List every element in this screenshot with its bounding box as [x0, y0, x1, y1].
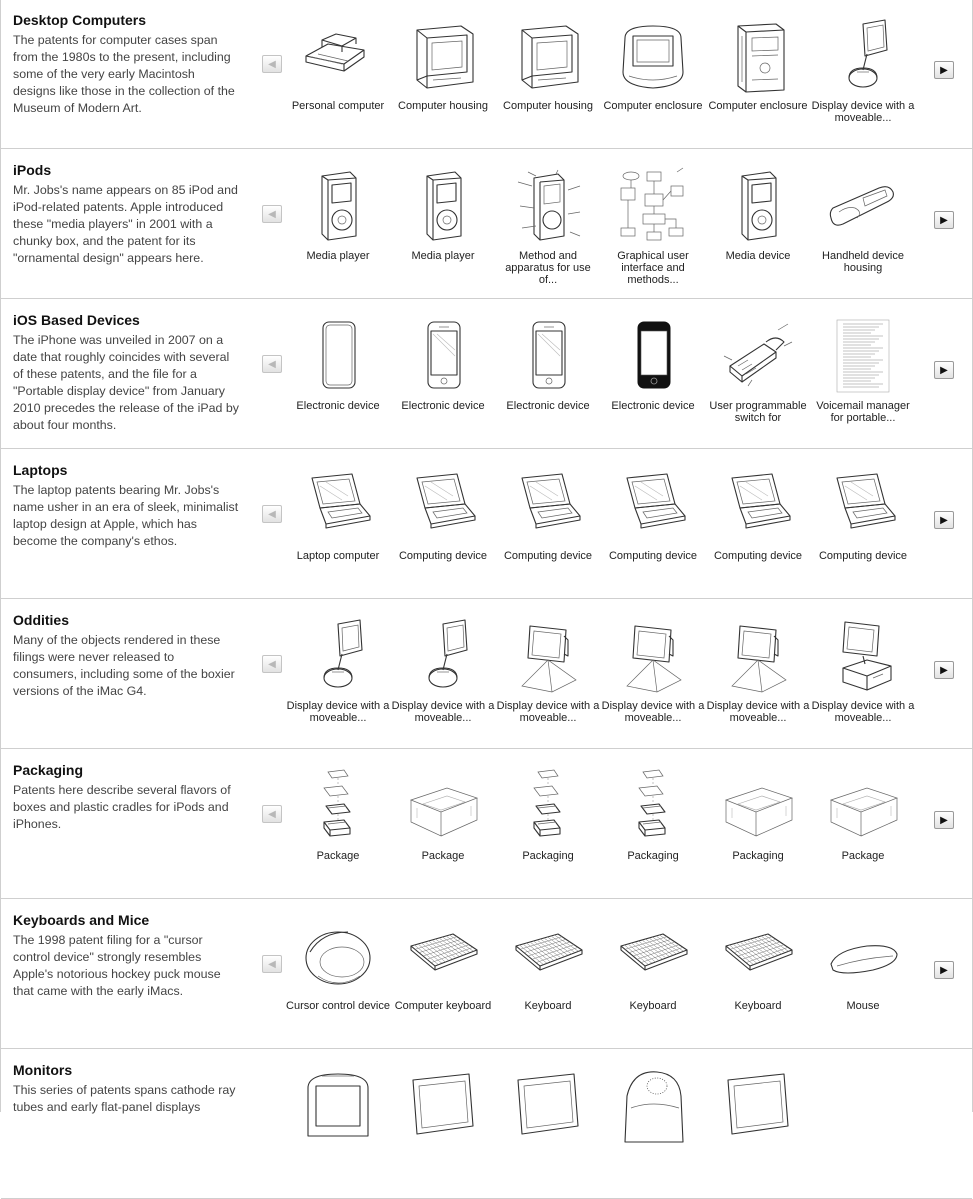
patent-item[interactable]	[706, 166, 810, 290]
patent-thumbnail[interactable]	[613, 766, 693, 848]
left-arrow-icon: ◀	[268, 508, 276, 520]
patent-caption[interactable]: Method and apparatus for use of...	[505, 250, 591, 286]
patent-caption[interactable]: Electronic device	[611, 400, 695, 412]
patent-caption[interactable]: Cursor control device	[286, 1000, 390, 1012]
desktop-computer-icon	[298, 16, 378, 98]
patent-item[interactable]	[706, 466, 810, 590]
patent-item[interactable]	[601, 916, 705, 1040]
patent-item[interactable]	[286, 466, 390, 590]
patent-thumbnail[interactable]	[823, 316, 903, 398]
lamp-display-icon	[403, 616, 483, 698]
flat-monitor-icon	[403, 1066, 483, 1148]
section-title: Packaging	[13, 762, 84, 778]
patent-caption[interactable]: User programmable switch for	[709, 400, 807, 424]
patent-caption[interactable]: Media player	[411, 250, 475, 262]
patent-caption[interactable]: Package	[316, 850, 360, 862]
patent-thumbnail[interactable]	[823, 16, 903, 98]
category-section	[1, 0, 972, 149]
patent-item[interactable]	[601, 166, 705, 290]
patent-caption[interactable]: Display device with a moveable...	[811, 700, 915, 724]
section-title: Laptops	[13, 462, 68, 478]
patent-thumbnail[interactable]	[508, 166, 588, 248]
patent-caption[interactable]: Display device with a moveable...	[391, 700, 495, 724]
patent-caption[interactable]: Display device with a moveable...	[286, 700, 390, 724]
patent-item[interactable]	[391, 1066, 495, 1190]
patent-item[interactable]	[601, 1066, 705, 1190]
pyramid-display-icon	[508, 616, 588, 698]
patent-item[interactable]	[601, 616, 705, 740]
category-section	[1, 750, 972, 899]
patent-thumbnail[interactable]	[718, 916, 798, 998]
section-title: Monitors	[13, 1062, 73, 1078]
patent-thumbnail[interactable]	[403, 1066, 483, 1148]
patent-caption[interactable]: Electronic device	[296, 400, 380, 412]
section-title: Oddities	[13, 612, 70, 628]
pyramid-display-icon	[718, 616, 798, 698]
patent-thumbnail[interactable]	[403, 166, 483, 248]
patent-thumbnail[interactable]	[403, 766, 483, 848]
laptop-icon	[718, 466, 798, 548]
patent-item[interactable]	[391, 316, 495, 440]
patent-thumbnail[interactable]	[613, 316, 693, 398]
package-box-icon	[823, 766, 903, 848]
patent-thumbnail[interactable]	[403, 916, 483, 998]
right-arrow-icon: ▶	[940, 64, 948, 76]
flat-monitor-icon	[508, 1066, 588, 1148]
patent-item[interactable]	[811, 766, 915, 890]
patent-item[interactable]	[811, 316, 915, 440]
patent-caption[interactable]: Package	[841, 850, 885, 862]
emac-monitor-icon	[613, 1066, 693, 1148]
patent-caption[interactable]: Display device with a moveable...	[811, 100, 915, 124]
patent-thumbnail[interactable]	[613, 916, 693, 998]
patent-item[interactable]	[286, 166, 390, 290]
left-arrow-icon: ◀	[268, 808, 276, 820]
category-section	[1, 1050, 972, 1199]
package-box-icon	[718, 766, 798, 848]
ipod-icon	[718, 166, 798, 248]
exploded-package-icon	[508, 766, 588, 848]
patent-caption[interactable]: Computer keyboard	[394, 1000, 492, 1012]
carousel-prev-button[interactable]	[262, 505, 282, 523]
patent-item[interactable]	[496, 1066, 600, 1190]
patent-caption[interactable]: Computing device	[398, 550, 488, 562]
section-description: The iPhone was unveiled in 2007 on a date that roughly coincides with several of these patents, and the file for a "Portable display device" from January 2010 precedes the release of the iPad by about four months.	[13, 333, 239, 432]
tower-enclosure-icon	[718, 16, 798, 98]
lamp-display-icon	[298, 616, 378, 698]
patent-thumbnail[interactable]	[508, 616, 588, 698]
ipod-icon	[298, 166, 378, 248]
patent-thumbnail[interactable]	[298, 466, 378, 548]
patent-caption[interactable]: Mouse	[846, 1000, 880, 1012]
patent-item[interactable]	[496, 466, 600, 590]
section-description: This series of patents spans cathode ray tubes and early flat-panel displays	[13, 1083, 236, 1114]
patent-item[interactable]	[286, 1066, 390, 1190]
right-arrow-icon: ▶	[940, 664, 948, 676]
patent-item[interactable]	[706, 316, 810, 440]
patent-caption[interactable]: Electronic device	[401, 400, 485, 412]
patent-thumbnail[interactable]	[823, 466, 903, 548]
ipod-icon	[403, 166, 483, 248]
package-box-icon	[403, 766, 483, 848]
patent-item[interactable]	[706, 16, 810, 140]
section-title: iPods	[13, 162, 52, 178]
pyramid-display-icon	[613, 616, 693, 698]
carousel-next-button[interactable]	[934, 961, 954, 979]
section-description: The 1998 patent filing for a "cursor control device" strongly resembles Apple's notorious hockey puck mouse that came with the early iMacs.	[13, 933, 221, 998]
document-text-icon	[823, 316, 903, 398]
section-description: Patents here describe several flavors of boxes and plastic cradles for iPods and iPhones.	[13, 783, 231, 831]
right-arrow-icon: ▶	[940, 964, 948, 976]
carousel-prev-button[interactable]	[262, 355, 282, 373]
left-arrow-icon: ◀	[268, 658, 276, 670]
patent-item[interactable]	[811, 166, 915, 290]
patent-thumbnail[interactable]	[508, 766, 588, 848]
section-title: Desktop Computers	[13, 12, 147, 28]
patent-thumbnail[interactable]	[508, 1066, 588, 1148]
exploded-package-icon	[613, 766, 693, 848]
category-section	[1, 300, 972, 449]
patent-caption[interactable]: Laptop computer	[296, 550, 380, 562]
keyboard-icon	[403, 916, 483, 998]
carousel-prev-button[interactable]	[262, 655, 282, 673]
patent-caption[interactable]: Computer enclosure	[603, 100, 703, 112]
patent-caption[interactable]: Computer enclosure	[708, 100, 808, 112]
patent-item[interactable]	[811, 616, 915, 740]
patent-thumbnail[interactable]	[403, 316, 483, 398]
patent-item[interactable]	[496, 16, 600, 140]
laptop-icon	[298, 466, 378, 548]
patent-thumbnail[interactable]	[508, 916, 588, 998]
category-section	[1, 450, 972, 599]
patent-item[interactable]	[811, 16, 915, 140]
category-section	[1, 150, 972, 299]
patent-caption[interactable]: Display device with a moveable...	[496, 700, 600, 724]
patent-caption[interactable]: Keyboard	[629, 1000, 677, 1012]
patent-item[interactable]	[496, 766, 600, 890]
patent-thumbnail[interactable]	[718, 1066, 798, 1148]
carousel-next-button[interactable]	[934, 661, 954, 679]
patent-item[interactable]	[286, 766, 390, 890]
patent-thumbnail[interactable]	[718, 166, 798, 248]
patent-caption[interactable]: Electronic device	[506, 400, 590, 412]
laptop-icon	[508, 466, 588, 548]
computer-housing-icon	[403, 16, 483, 98]
patent-thumbnail[interactable]	[298, 166, 378, 248]
right-arrow-icon: ▶	[940, 514, 948, 526]
patent-caption[interactable]: Display device with a moveable...	[706, 700, 810, 724]
patent-caption[interactable]: Computer housing	[503, 100, 593, 112]
carousel-prev-button[interactable]	[262, 805, 282, 823]
patent-item[interactable]	[391, 766, 495, 890]
imac-enclosure-icon	[613, 16, 693, 98]
patent-caption[interactable]: Computing device	[713, 550, 803, 562]
patent-caption[interactable]: Keyboard	[734, 1000, 782, 1012]
laptop-icon	[613, 466, 693, 548]
patent-item[interactable]	[706, 916, 810, 1040]
patent-caption[interactable]: Keyboard	[524, 1000, 572, 1012]
patent-caption[interactable]: Computing device	[608, 550, 698, 562]
keyboard-icon	[718, 916, 798, 998]
patent-caption[interactable]: Voicemail manager for portable...	[816, 400, 910, 424]
carousel-next-button[interactable]	[934, 61, 954, 79]
section-description: Mr. Jobs's name appears on 85 iPod and iPod-related patents. Apple introduced these "media players" in 2001 with a chunky box, and the patent for its "ornamental design" appears here.	[13, 183, 238, 265]
patent-thumbnail[interactable]	[298, 766, 378, 848]
right-arrow-icon: ▶	[940, 214, 948, 226]
category-section	[1, 900, 972, 1049]
carousel-next-button[interactable]	[934, 361, 954, 379]
patent-thumbnail[interactable]	[823, 616, 903, 698]
puck-mouse-icon	[298, 916, 378, 998]
patent-thumbnail[interactable]	[718, 466, 798, 548]
switch-device-icon	[718, 316, 798, 398]
patent-thumbnail[interactable]	[403, 16, 483, 98]
right-arrow-icon: ▶	[940, 364, 948, 376]
patent-item[interactable]	[496, 166, 600, 290]
patent-caption[interactable]: Computer housing	[398, 100, 488, 112]
patent-item[interactable]	[601, 466, 705, 590]
patent-item[interactable]	[391, 466, 495, 590]
patent-item[interactable]	[391, 916, 495, 1040]
patent-item[interactable]	[496, 616, 600, 740]
patent-item[interactable]	[391, 166, 495, 290]
phone-black-icon	[613, 316, 693, 398]
left-arrow-icon: ◀	[268, 358, 276, 370]
carousel-next-button[interactable]	[934, 811, 954, 829]
section-description: The laptop patents bearing Mr. Jobs's name usher in an era of sleek, minimalist laptop design at Apple, which has become the company's ethos.	[13, 483, 239, 548]
patent-item[interactable]	[496, 916, 600, 1040]
patent-thumbnail[interactable]	[823, 166, 903, 248]
patent-thumbnail[interactable]	[298, 1066, 378, 1148]
handheld-housing-icon	[823, 166, 903, 248]
patent-caption[interactable]: Packaging	[732, 850, 784, 862]
phone-icon	[403, 316, 483, 398]
patent-caption[interactable]: Computing device	[503, 550, 593, 562]
patent-thumbnail[interactable]	[613, 16, 693, 98]
laptop-icon	[823, 466, 903, 548]
patent-thumbnail[interactable]	[718, 16, 798, 98]
flowchart-icon	[613, 166, 693, 248]
ipod-diagram-icon	[508, 166, 588, 248]
patent-thumbnail[interactable]	[823, 766, 903, 848]
section-title: iOS Based Devices	[13, 312, 140, 328]
patent-item[interactable]	[286, 616, 390, 740]
patent-caption[interactable]: Package	[421, 850, 465, 862]
carousel-prev-button[interactable]	[262, 955, 282, 973]
patent-thumbnail[interactable]	[298, 16, 378, 98]
box-display-icon	[823, 616, 903, 698]
carousel-next-button[interactable]	[934, 211, 954, 229]
patent-thumbnail[interactable]	[613, 616, 693, 698]
right-arrow-icon: ▶	[940, 814, 948, 826]
left-arrow-icon: ◀	[268, 958, 276, 970]
patent-caption[interactable]: Computing device	[818, 550, 908, 562]
patent-item[interactable]	[811, 916, 915, 1040]
patent-caption[interactable]: Handheld device housing	[822, 250, 904, 274]
patent-item[interactable]	[391, 16, 495, 140]
patent-thumbnail[interactable]	[508, 316, 588, 398]
patent-caption[interactable]: Packaging	[627, 850, 679, 862]
crt-monitor-icon	[298, 1066, 378, 1148]
patent-item[interactable]	[496, 316, 600, 440]
patent-caption[interactable]: Media device	[725, 250, 791, 262]
patent-thumbnail[interactable]	[718, 616, 798, 698]
patent-thumbnail[interactable]	[718, 766, 798, 848]
patent-item[interactable]	[286, 916, 390, 1040]
patent-thumbnail[interactable]	[508, 466, 588, 548]
left-arrow-icon: ◀	[268, 208, 276, 220]
exploded-package-icon	[298, 766, 378, 848]
mouse-icon	[823, 916, 903, 998]
patent-thumbnail[interactable]	[613, 466, 693, 548]
patent-item[interactable]	[811, 466, 915, 590]
patent-item[interactable]	[601, 16, 705, 140]
carousel-prev-button[interactable]	[262, 205, 282, 223]
section-description: Many of the objects rendered in these filings were never released to consumers, including some of the boxier versions of the iMac G4.	[13, 633, 235, 698]
patent-thumbnail[interactable]	[298, 916, 378, 998]
phone-outline-icon	[298, 316, 378, 398]
patent-caption[interactable]: Packaging	[522, 850, 574, 862]
patent-caption[interactable]: Media player	[306, 250, 370, 262]
keyboard-icon	[613, 916, 693, 998]
keyboard-icon	[508, 916, 588, 998]
carousel-next-button[interactable]	[934, 511, 954, 529]
patent-thumbnail[interactable]	[613, 1066, 693, 1148]
category-section	[1, 600, 972, 749]
laptop-icon	[403, 466, 483, 548]
patent-caption[interactable]: Graphical user interface and methods...	[617, 250, 689, 286]
patent-thumbnail[interactable]	[298, 316, 378, 398]
patent-item[interactable]	[706, 766, 810, 890]
patent-thumbnail[interactable]	[298, 616, 378, 698]
phone-icon	[508, 316, 588, 398]
flat-monitor-icon	[718, 1066, 798, 1148]
patent-item[interactable]	[601, 766, 705, 890]
patent-thumbnail[interactable]	[823, 916, 903, 998]
section-title: Keyboards and Mice	[13, 912, 150, 928]
patent-item[interactable]	[391, 616, 495, 740]
patent-caption[interactable]: Personal computer	[291, 100, 385, 112]
computer-housing-icon	[508, 16, 588, 98]
patent-thumbnail[interactable]	[718, 316, 798, 398]
patent-item[interactable]	[706, 1066, 810, 1190]
patent-item[interactable]	[706, 616, 810, 740]
left-arrow-icon: ◀	[268, 58, 276, 70]
patent-thumbnail[interactable]	[508, 16, 588, 98]
carousel-prev-button[interactable]	[262, 55, 282, 73]
lamp-display-icon	[823, 16, 903, 98]
patent-thumbnail[interactable]	[403, 466, 483, 548]
patent-caption[interactable]: Display device with a moveable...	[601, 700, 705, 724]
patent-item[interactable]	[286, 316, 390, 440]
patent-item[interactable]	[286, 16, 390, 140]
patent-item[interactable]	[601, 316, 705, 440]
patent-thumbnail[interactable]	[613, 166, 693, 248]
section-description: The patents for computer cases span from the 1980s to the present, including some of the very early Macintosh designs like those in the collection of the Museum of Modern Art.	[13, 33, 235, 115]
patent-thumbnail[interactable]	[403, 616, 483, 698]
